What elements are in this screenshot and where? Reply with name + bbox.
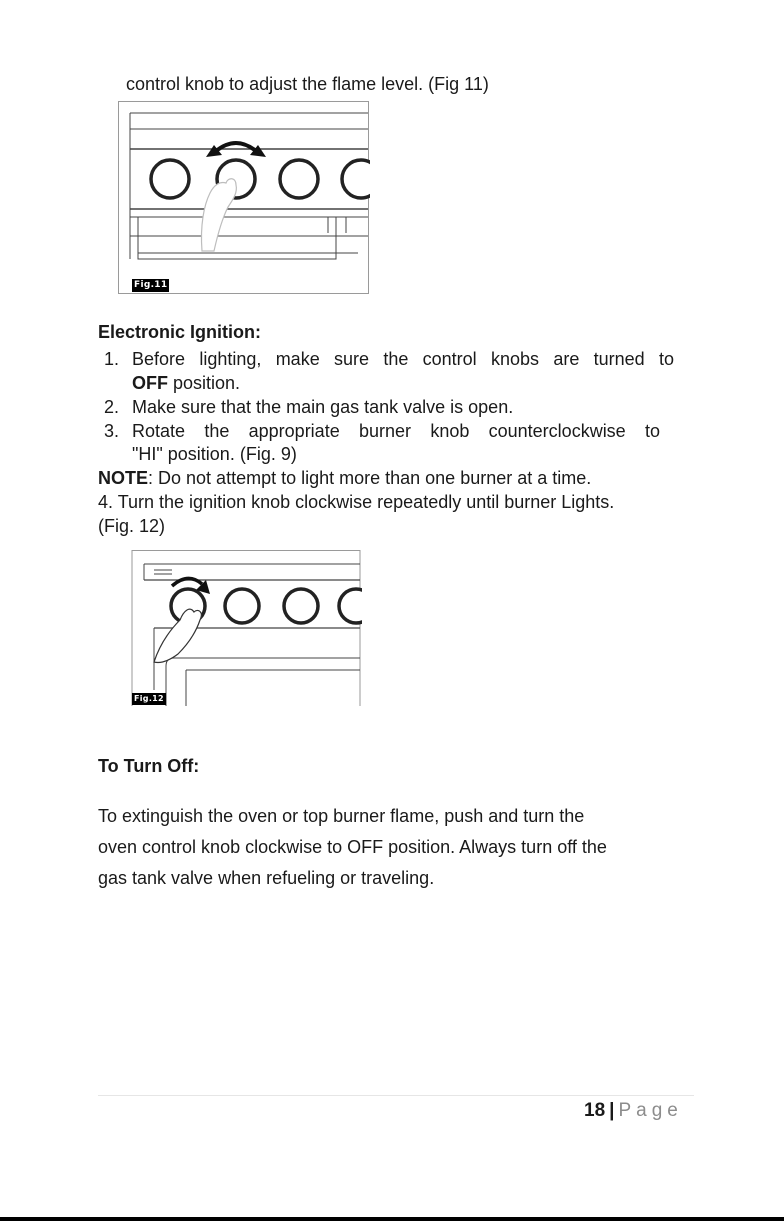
turn-off-line: To extinguish the oven or top burner flame, push and turn the xyxy=(98,806,585,826)
step-3-word: counterclockwise xyxy=(488,421,626,441)
step-3-word: to xyxy=(644,421,660,441)
intro-text: control knob to adjust the flame level. (Fig 11) xyxy=(126,74,489,94)
footer-separator: | xyxy=(609,1100,615,1121)
turn-off-line: gas tank valve when refueling or traveling. xyxy=(98,868,435,888)
figure-12 xyxy=(118,550,362,706)
step-1-continuation xyxy=(132,372,240,394)
step-1-word: sure xyxy=(334,349,370,369)
step-3-word: burner xyxy=(359,421,412,441)
step-3-line xyxy=(132,420,660,442)
stove-knob-illustration-12 xyxy=(118,550,362,706)
step-3-continuation: "HI" position. (Fig. 9) xyxy=(132,444,297,464)
turn-off-heading: To Turn Off: xyxy=(98,756,200,776)
step-3-word: knob xyxy=(430,421,470,441)
step-1-word: knobs xyxy=(490,349,540,369)
turn-off-line: oven control knob clockwise to OFF position. Always turn off the xyxy=(98,837,607,857)
step-1-word: are xyxy=(553,349,580,369)
step-1-word: lighting, xyxy=(199,349,262,369)
step-1-word: the xyxy=(383,349,409,369)
note-line xyxy=(98,467,591,489)
step-1-word: turned xyxy=(593,349,645,369)
step-1-word: to xyxy=(658,349,674,369)
page-footer xyxy=(584,1100,683,1122)
step-2-text: Make sure that the main gas tank valve is open. xyxy=(132,397,514,417)
step-4-text: Turn the ignition knob clockwise repeatedly until burner Lights. xyxy=(113,492,615,512)
stove-knob-illustration-11 xyxy=(118,101,370,295)
step-4-continuation: (Fig. 12) xyxy=(98,516,166,536)
figure-11 xyxy=(118,101,370,295)
step-1-word: control xyxy=(422,349,477,369)
page-word: Page xyxy=(618,1100,683,1121)
footer-divider xyxy=(98,1095,694,1096)
step-3-word: appropriate xyxy=(248,421,340,441)
step-1-number: 1. xyxy=(104,349,120,369)
page-number: 18 xyxy=(584,1100,606,1121)
step-3-word: Rotate xyxy=(132,421,186,441)
note-text: : Do not attempt to light more than one burner at a time. xyxy=(148,468,592,488)
figure-12-label: Fig.12 xyxy=(134,694,164,703)
step-3-number: 3. xyxy=(104,421,120,441)
step-1-word: make xyxy=(275,349,320,369)
step-2-number: 2. xyxy=(104,397,120,417)
note-label: NOTE xyxy=(98,468,149,488)
step-4-line xyxy=(98,491,614,513)
step-1-line xyxy=(132,348,674,370)
off-emphasis: OFF xyxy=(132,373,168,393)
step-1-word: Before xyxy=(132,349,186,369)
step-4-number: 4. xyxy=(98,492,114,512)
figure-11-label: Fig.11 xyxy=(134,280,168,290)
bottom-edge-rule xyxy=(0,1217,784,1221)
step-1-rest: position. xyxy=(168,373,241,393)
electronic-ignition-heading: Electronic Ignition: xyxy=(98,322,262,342)
step-3-word: the xyxy=(204,421,230,441)
